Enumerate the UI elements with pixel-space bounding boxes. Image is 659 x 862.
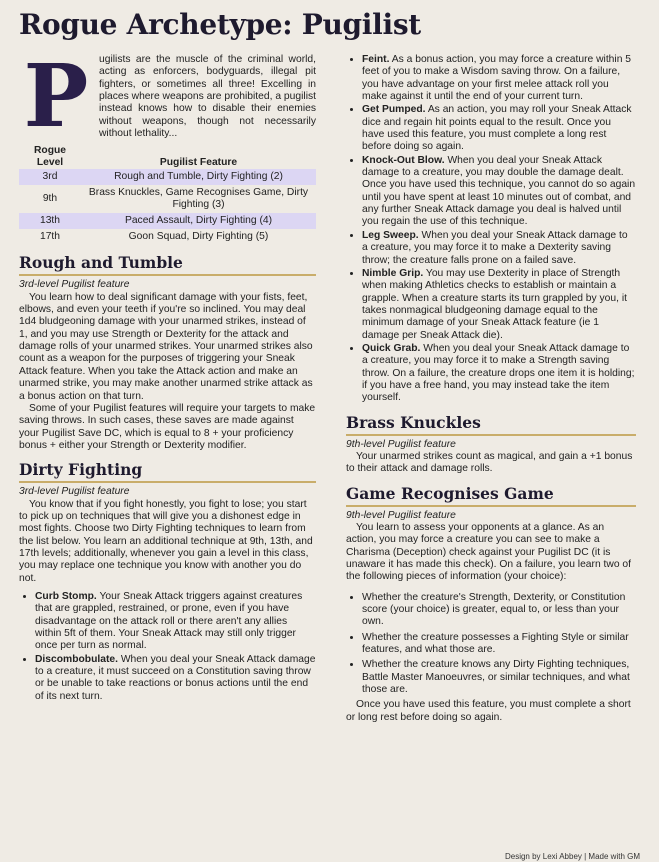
row-level: 9th [42, 193, 58, 205]
row-level: 3rd [19, 169, 81, 185]
row-level: 17th [39, 231, 61, 243]
technique-name: Quick Grab. [362, 342, 421, 354]
information-list [346, 592, 636, 697]
list-item [362, 155, 636, 229]
subtitle-brass-knuckles: 9th-level Pugilist feature [346, 438, 456, 450]
technique-list-left [19, 591, 316, 703]
row-level: 13th [19, 213, 81, 229]
subtitle-rough-and-tumble: 3rd-level Pugilist feature [19, 279, 130, 291]
subtitle-game-recognises-game: 9th-level Pugilist feature [346, 509, 456, 521]
game-recognises-game-p2: Once you have used this feature, you must complete a short or long rest before doing so again. [346, 699, 631, 723]
list-item [35, 654, 316, 703]
row-feature: Rough and Tumble, Dirty Fighting (2) [81, 169, 316, 185]
table-row [19, 229, 316, 245]
subtitle-dirty-fighting: 3rd-level Pugilist feature [19, 486, 130, 498]
row-feature: Paced Assault, Dirty Fighting (4) [81, 213, 316, 229]
table-header-row [19, 144, 316, 169]
list-item [362, 343, 636, 405]
technique-text: Your Sneak Attack triggers against creatures that are grappled, restrained, or prone, even if you have disadvantage on the attack roll or there aren't any allies within 5ft of them. Your Sneak Attack may still only trigger once per turn as normal. [35, 590, 303, 652]
technique-text: When you deal your Sneak Attack damage to a creature, you may force it to make a Strength saving throw. On a failure, the creature drops one item it is holding; if you have a free hand, you may instead take the item yourself. [362, 342, 635, 404]
header-rogue-level: Rogue Level [33, 145, 67, 168]
heading-game-recognises-game: Game Recognises Game [346, 484, 636, 507]
technique-name: Nimble Grip. [362, 267, 424, 279]
list-item [362, 230, 636, 267]
feature-table [19, 144, 316, 245]
technique-text: When you deal your Sneak Attack damage to a creature, it must succeed on a Constitution saving throw or be unable to take reactions or bonus actions until the end of its next turn. [35, 653, 316, 702]
dirty-fighting-p1: You know that if you fight honestly, you fight to lose; you start to pick up on techniques that will give you a dishonest edge in most fights. Choose two Dirty Fighting techniques to learn from the list below. You learn an additional technique at 9th, 13th, and 17th levels; additionally, whenever you gain a level in this class, you may replace one technique you know with another you do not. [19, 498, 313, 584]
technique-name: Discombobulate. [35, 653, 118, 665]
brass-knuckles-p1: Your unarmed strikes count as magical, and gain a +1 bonus to their attack and damage rolls. [346, 450, 633, 475]
heading-rough-and-tumble: Rough and Tumble [19, 253, 316, 276]
technique-name: Curb Stomp. [35, 590, 97, 602]
list-item [362, 54, 636, 103]
rough-and-tumble-p1: You learn how to deal significant damage with your fists, feet, elbows, and even your teeth if you're so inclined. You may deal 1d4 bludgeoning damage with your unarmed strikes, instead of 1, and you may use Strength or Dexterity for the attack and damage rolls of your unarmed strikes. Your unarmed strikes also count as a weapon for the purposes of triggering your Sneak Attack feature. When you take the Attack action and make an unarmed strike, you may make another unarmed strike attack as a bonus action on that turn. [19, 291, 313, 402]
list-item: • Whether the creature possesses a Fighting Style or similar features, and what those are. [362, 632, 636, 657]
rough-and-tumble-p2: Some of your Pugilist features will require your targets to make saving throws. In such cases, these saves are made against your Pugilist Save DC, which is equal to 8 + your proficiency bonus + either your Strength or Dexterity modifier. [19, 402, 316, 451]
right-column [346, 54, 636, 724]
left-column [19, 46, 316, 704]
technique-text: When you deal your Sneak Attack damage to a creature, you may double the damage dealt. Once you have used this technique, you cannot do so again until you have spent at least 10 minutes out of combat, and any further Sneak Attack damage you deal is halved until you regain the use of this technique. [362, 154, 636, 228]
drop-cap: P [23, 46, 89, 147]
technique-list-right [346, 54, 636, 405]
table-row [19, 169, 316, 185]
game-recognises-game-p1: You learn to assess your opponents at a glance. As an action, you may force a creature you can see to make a Charisma (Deception) check against your Pugilist DC (it is unaware it has made this check). On a failure, you learn two of the following pieces of information (your choice): [346, 522, 632, 583]
technique-name: Get Pumped. [362, 104, 426, 116]
row-feature: Brass Knuckles, Game Recognises Game, Dirty Fighting (3) [88, 187, 309, 211]
technique-text: You may use Dexterity in place of Strength when making Athletics checks to establish or maintain a grapple. When a creature starts its turn grappled by you, it takes nonmagical bludgeoning damage equal to the minimum damage of your Sneak Attack feature (ie 1 damage per Sneak Attack die). [362, 267, 627, 341]
list-item [362, 104, 636, 153]
list-item [362, 268, 636, 342]
heading-dirty-fighting: Dirty Fighting [19, 460, 316, 483]
list-item [35, 591, 316, 653]
technique-name: Leg Sweep. [362, 229, 419, 241]
table-row [19, 185, 316, 213]
row-feature: Goon Squad, Dirty Fighting (5) [128, 231, 269, 243]
technique-name: Knock-Out Blow. [362, 154, 445, 166]
technique-text: As a bonus action, you may force a creature within 5 feet of you to make a Wisdom saving throw. On a failure, you have advantage on your first melee attack roll you make against it until the end of your current turn. [362, 54, 632, 103]
page-title: Rogue Archetype: Pugilist [19, 8, 421, 41]
footer-credit: Design by Lexi Abbey | Made with GM [504, 852, 640, 861]
heading-brass-knuckles: Brass Knuckles [346, 413, 636, 436]
intro-text: ugilists are the muscle of the criminal world, acting as enforcers, bodyguards, illegal pit fighters, or sometimes all three! Excelling in places where weapons are prohibited, a pugilist instead knows how to disable their enemies without weapons, though not necessarily without lethality... [99, 54, 316, 140]
technique-name: Feint. [362, 54, 390, 65]
header-pugilist-feature: Pugilist Feature [159, 156, 238, 168]
technique-text: As an action, you may roll your Sneak Attack dice and regain hit points equal to the result. Once you have used this feature, you must complete a long rest before doing so again. [362, 104, 632, 153]
list-item: • Whether the creature knows any Dirty Fighting techniques, Battle Master Manoeuvres, or similar techniques, and what those are. [362, 659, 636, 696]
list-item: • Whether the creature's Strength, Dexterity, or Constitution score (your choice) is greater, equal to, or less than your own. [362, 592, 636, 629]
technique-text: When you deal your Sneak Attack damage to a creature, you may force it to make a Dexterity saving throw; the creature falls prone on a failed save. [362, 229, 628, 266]
table-row [19, 213, 316, 229]
